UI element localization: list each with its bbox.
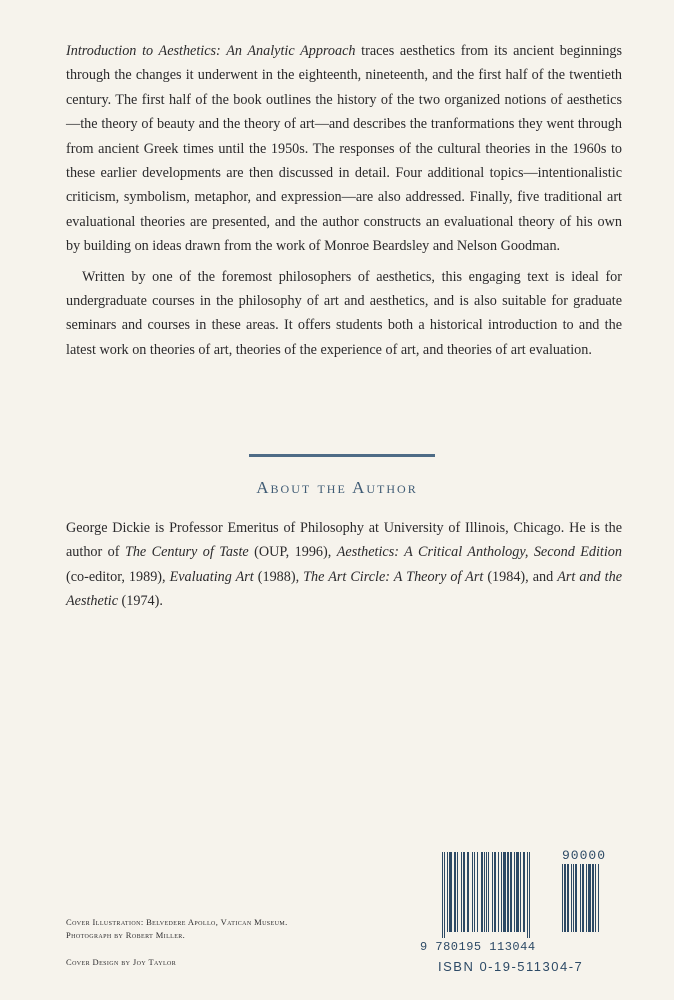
barcode-addon-bars <box>562 864 618 934</box>
barcode-bar <box>503 852 506 932</box>
description-paragraph-2: Written by one of the foremost philosophers of aesthetics, this engaging text is ideal for undergraduate courses in the philosophy of art and aesthetics, and is also suitable for graduate seminars and courses in these areas. It offers students both a historical introduction to and the latest work on theories of art, theories of the experience of art, and theories of art evaluation. <box>66 268 622 358</box>
barcode-bar <box>501 852 502 932</box>
barcode-bar <box>449 852 452 932</box>
description-paragraph-1: Introduction to Aesthetics: An Analytic Approach traces aesthetics from its ancient beginnings through the changes it underwent in the eighteenth, nineteenth, and the first half of the twentieth century. The first half of the book outlines the history of the two organized notions of aesthetics—the theory of beauty and the theory of art—and describes the tranformations they went through from ancient Greek times until the 1950s. The responses of the cultural theories in the 1960s to these earlier developments are then discussed in detail. Four additional topics—intentionalistic criticism, symbolism, metaphor, and expression—are also addressed. Finally, five traditional art evaluational theories are presented, and the author constructs an evaluational theory of his own by building on ideas drawn from the work of Monroe Beardsley and Nelson Goodman. <box>66 43 622 255</box>
barcode-bar <box>523 852 525 932</box>
barcode-bar <box>595 864 596 932</box>
barcode-bar <box>467 852 469 932</box>
barcode-bar <box>562 864 563 932</box>
barcode-bar <box>472 852 473 932</box>
barcode-bar <box>580 864 581 932</box>
barcode-bar <box>494 852 496 932</box>
barcode-bar <box>454 852 456 932</box>
barcode-bar <box>463 852 465 932</box>
book-reference: Aesthetics: A Critical Anthology, Second Edition <box>336 544 622 561</box>
barcode-bar <box>514 852 515 932</box>
barcode-bar <box>571 864 572 932</box>
about-author-heading: About the Author <box>256 478 418 497</box>
book-reference: Evaluating Art <box>169 568 254 585</box>
barcode-bar <box>598 864 599 932</box>
barcode-bar <box>529 852 530 938</box>
barcode-bar <box>457 852 458 932</box>
barcode-bar <box>507 852 509 932</box>
price-code: 90000 <box>562 848 607 863</box>
barcode-bar <box>564 864 566 932</box>
barcode-main-bars <box>442 852 558 940</box>
barcode-bar <box>520 852 521 932</box>
barcode-bar <box>588 864 591 932</box>
author-bio-paragraph: George Dickie is Professor Emeritus of Philosophy at University of Illinois, Chicago. He is the author of The Century of Taste (OUP, 1996), Aesthetics: A Critical Anthology, Second Edition (co-editor, 1989), Evaluating Art (1988), The Art Circle: A Theory of Art (1984), and Art and the Aesthetic (1974). <box>66 520 622 610</box>
barcode-digits: 9 780195 113044 <box>420 940 536 954</box>
isbn-number: ISBN 0-19-511304-7 <box>438 959 584 974</box>
illustration-credit: Cover Illustration: Belvedere Apollo, Vatican Museum. <box>66 917 288 927</box>
barcode-bar <box>510 852 512 932</box>
barcode-bar <box>573 864 574 932</box>
barcode-bar <box>444 852 445 938</box>
barcode-bar <box>442 852 443 938</box>
book-reference: The Century of Taste <box>124 544 249 561</box>
barcode-bar <box>484 852 485 932</box>
barcode-bar <box>498 852 499 932</box>
barcode-bar <box>447 852 448 932</box>
author-bio <box>66 516 622 614</box>
barcode-bar <box>582 864 584 932</box>
barcode-bar <box>492 852 493 932</box>
barcode-bar <box>516 852 519 932</box>
section-divider <box>249 454 435 457</box>
barcode-bar <box>474 852 475 932</box>
cover-credits <box>66 916 366 969</box>
barcode-bar <box>527 852 528 938</box>
book-description <box>66 39 622 362</box>
barcode-bar <box>481 852 483 932</box>
barcode-bar <box>477 852 478 932</box>
design-credit: Cover Design by Joy Taylor <box>66 957 177 967</box>
photograph-credit: Photograph by Robert Miller. <box>66 930 186 940</box>
barcode-bar <box>461 852 462 932</box>
book-reference: The Art Circle: A Theory of Art <box>303 568 484 585</box>
isbn-barcode <box>420 846 620 976</box>
barcode-bar <box>586 864 587 932</box>
barcode-bar <box>488 852 489 932</box>
barcode-bar <box>486 852 487 932</box>
book-reference: Art and the Aesthetic <box>66 568 622 610</box>
barcode-bar <box>575 864 577 932</box>
barcode-bar <box>592 864 594 932</box>
book-title: Introduction to Aesthetics: An Analytic Approach <box>66 43 356 59</box>
barcode-bar <box>567 864 569 932</box>
